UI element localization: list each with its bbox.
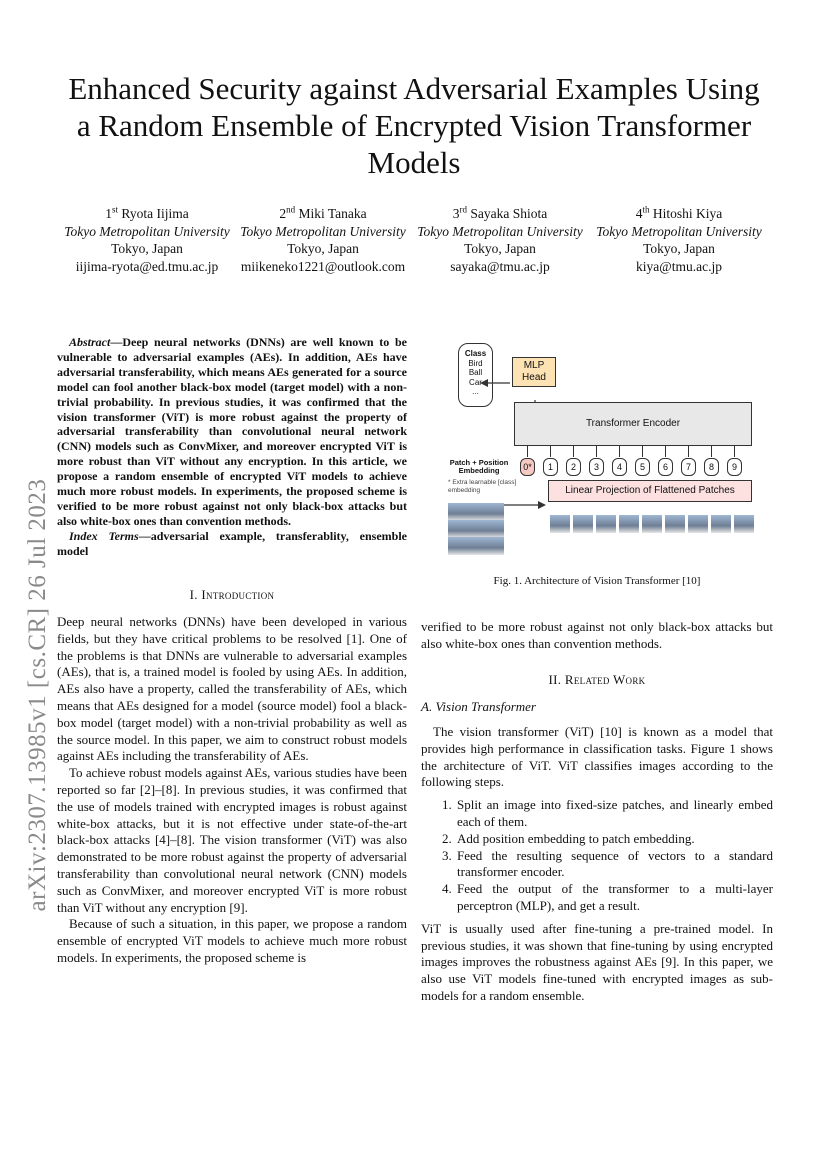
abstract-text: —Deep neural networks (DNNs) are well known to be vulnerable to adversarial examples (AEs). In addition, AEs have adversarial transferability, which means AEs generated for a source model can fool another black-box model (target model) with a non-trivial probability. In previous studies, it was confirmed that the vision transformer (ViT) is more robust against the property of adversarial transferability than convolutional neural network (CNN) models such as ConvMixer, and moreover encrypted ViT is more robust than ViT without any encryption. In this article, we propose a random ensemble of encrypted ViT models to achieve much more robust models. In experiments, the proposed scheme is verified to be more robust against not only black-box attacks but also white-box ones than convention methods.	[57, 335, 407, 528]
token: 6	[658, 458, 673, 476]
arrow	[619, 445, 620, 457]
mlp-head-box	[512, 357, 556, 387]
author-block-2	[228, 205, 418, 275]
author-affiliation: Tokyo Metropolitan University	[64, 223, 230, 239]
author-location: Tokyo, Japan	[643, 241, 715, 256]
paragraph: Deep neural networks (DNNs) have been developed in various fields, but they have critical problems to be resolved [1]. One of the problems is that DNNs are vulnerable to adversarial examples (AEs), that is, a trained model is fooled by using AEs. In addition, AEs also have a property, called the transferability of AEs, which means that AEs designed for a model (source model) fool a black-box model (target model) with a non-trivial probability as well as the source model. In this paper, we aim to construct robust models against AEs including the transferability of AEs.	[57, 614, 407, 764]
class-label: Class	[464, 349, 487, 358]
token: 8	[704, 458, 719, 476]
related-work-body	[421, 724, 773, 1005]
class-output-box	[458, 343, 493, 407]
input-image-patch	[484, 520, 504, 538]
input-image-patch	[448, 537, 468, 555]
list-item: 4. Feed the output of the transformer to a multi-layer perceptron (MLP), and get a result.	[455, 881, 773, 915]
input-image-patch	[466, 537, 486, 555]
linear-projection-box	[548, 480, 752, 502]
author-name: Ryota Iijima	[121, 206, 189, 221]
author-ordinal-sup: th	[642, 204, 650, 215]
author-location: Tokyo, Japan	[111, 241, 183, 256]
flattened-patch	[596, 515, 616, 533]
author-name: Hitoshi Kiya	[652, 206, 723, 221]
subsection-heading: A. Vision Transformer	[421, 699, 536, 714]
author-affiliation: Tokyo Metropolitan University	[417, 223, 583, 239]
author-affiliation: Tokyo Metropolitan University	[240, 223, 406, 239]
section-heading-introduction	[57, 587, 407, 604]
author-ordinal: 2	[279, 206, 287, 221]
author-name: Sayaka Shiota	[470, 206, 548, 221]
token: 7	[681, 458, 696, 476]
index-terms-text: —adversarial example, transferablity, ensemble model	[57, 528, 407, 558]
author-ordinal-sup: nd	[286, 204, 296, 215]
transformer-encoder-box	[514, 402, 752, 446]
input-image-patch	[466, 503, 486, 521]
section-number: II.	[548, 672, 562, 687]
input-image-patch	[466, 520, 486, 538]
flattened-patch	[688, 515, 708, 533]
introduction-continued	[421, 619, 773, 653]
flattened-patch	[711, 515, 731, 533]
introduction-body	[57, 614, 407, 967]
index-terms-label: Index Terms	[69, 528, 139, 543]
token: 9	[727, 458, 742, 476]
arrow	[527, 445, 528, 457]
author-ordinal-sup: rd	[459, 204, 467, 215]
token-class: 0*	[520, 458, 535, 476]
class-item: Car	[469, 377, 482, 387]
flattened-patch	[734, 515, 754, 533]
abstract-label: Abstract	[69, 335, 111, 349]
input-image-patch	[484, 537, 504, 555]
arrow	[596, 445, 597, 457]
arrow	[734, 445, 735, 457]
linear-projection-label: Linear Projection of Flattened Patches	[565, 485, 735, 496]
paragraph: The vision transformer (ViT) [10] is known as a model that provides high performance in classification tasks. Figure 1 shows the architecture of ViT. ViT classifies images according to the following steps.	[421, 724, 773, 790]
flattened-patch	[550, 515, 570, 533]
extra-embedding-note: * Extra learnable [class] embedding	[448, 479, 517, 494]
author-affiliation: Tokyo Metropolitan University	[596, 223, 762, 239]
section-heading-related-work	[421, 672, 773, 689]
author-block-1	[52, 205, 242, 275]
paragraph: To achieve robust models against AEs, various studies have been reported so far [2]–[8]. In previous studies, it was confirmed that the use of models trained with encrypted images is robust against white-box attacks, but it is not effective under state-of-the-art black-box attacks [4]–[8]. The vision transformer (ViT) was also demonstrated to be more robust against the property of adversarial transferability than convolutional neural network (CNN) models such as ConvMixer, and moreover encrypted ViT is more robust than ViT without any encryption [9].	[57, 765, 407, 915]
author-ordinal: 3	[452, 206, 460, 221]
flattened-patch	[642, 515, 662, 533]
author-block-3	[405, 205, 595, 275]
flattened-patch	[573, 515, 593, 533]
flattened-patch	[665, 515, 685, 533]
section-title: Related Work	[564, 672, 646, 687]
input-image-patch	[484, 503, 504, 521]
author-name: Miki Tanaka	[298, 206, 367, 221]
token: 4	[612, 458, 627, 476]
patch-position-label: Patch + Position Embedding	[449, 458, 509, 475]
arrow	[550, 445, 551, 457]
list-item: 3. Feed the resulting sequence of vectors to a standard transformer encoder.	[455, 848, 773, 882]
token: 1	[543, 458, 558, 476]
author-email: miikeneko1221@outlook.com	[240, 258, 406, 274]
section-number: I.	[189, 587, 198, 602]
token: 5	[635, 458, 650, 476]
token: 3	[589, 458, 604, 476]
arrow	[642, 445, 643, 457]
author-location: Tokyo, Japan	[464, 241, 536, 256]
arxiv-id: arXiv:2307.13985v1 [cs.CR] 26 Jul 2023	[24, 478, 51, 912]
paragraph: verified to be more robust against not only black-box attacks but also white-box ones than convention methods.	[421, 619, 773, 651]
author-ordinal: 4	[635, 206, 643, 221]
arrow	[573, 445, 574, 457]
mlp-head-label: MLP Head	[522, 360, 546, 383]
author-email: kiya@tmu.ac.jp	[636, 258, 722, 274]
list-item: 1. Split an image into fixed-size patches, and linearly embed each of them.	[455, 797, 773, 831]
paragraph: ViT is usually used after fine-tuning a pre-trained model. In previous studies, it was shown that fine-tuning by using encrypted images improves the robustness against AEs [9]. In this paper, we also use ViT models fine-tuned with encrypted images as sub-models for a random ensemble.	[421, 920, 773, 1003]
list-item: 2. Add position embedding to patch embedding.	[455, 831, 773, 848]
author-email: iijima-ryota@ed.tmu.ac.jp	[75, 258, 219, 274]
class-item: Ball	[468, 368, 483, 377]
class-item: Bird	[468, 358, 483, 368]
steps-list	[421, 797, 773, 915]
class-item: ...	[472, 387, 479, 396]
author-block-4	[584, 205, 774, 275]
author-location: Tokyo, Japan	[287, 241, 359, 256]
arrow	[688, 445, 689, 457]
author-email: sayaka@tmu.ac.jp	[450, 258, 550, 274]
token: 2	[566, 458, 581, 476]
input-image-patch	[448, 520, 468, 538]
transformer-encoder-label: Transformer Encoder	[585, 418, 681, 429]
paper-title: Enhanced Security against Adversarial Examples Using a Random Ensemble of Encrypted Vision Transformer Models	[68, 71, 760, 180]
arrow	[711, 445, 712, 457]
vit-architecture-figure	[430, 335, 760, 555]
flattened-patch	[619, 515, 639, 533]
input-image-patch	[448, 503, 468, 521]
author-ordinal-sup: st	[112, 204, 119, 215]
figure-caption: Fig. 1. Architecture of Vision Transformer [10]	[493, 575, 701, 587]
arrow	[665, 445, 666, 457]
author-ordinal: 1	[105, 206, 113, 221]
section-title: Introduction	[201, 587, 275, 602]
abstract	[57, 335, 407, 559]
paragraph: Because of such a situation, in this paper, we propose a random ensemble of encrypted ViT models to achieve much more robust models. In experiments, the proposed scheme is	[57, 916, 407, 965]
